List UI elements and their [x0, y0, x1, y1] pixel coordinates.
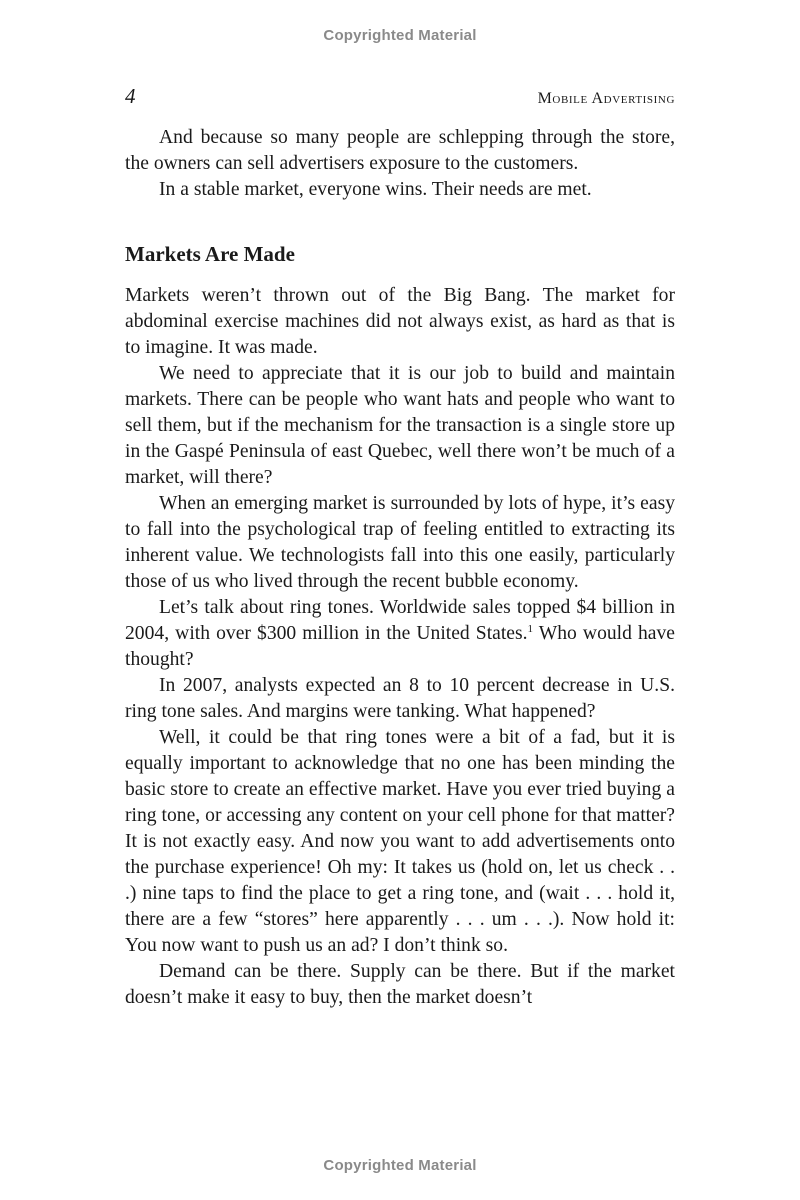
paragraph: Well, it could be that ring tones were a bit of a fad, but it is equally important to acknowledge that no one has been minding the basic store to create an effective market. Have you ever tried buying a ring tone, or accessing any content on your cell phone for that matter? It is not exactly easy. And now you want to add advertisements onto the purchase experience! Oh my: It takes us (hold on, let us check . . .) nine taps to find the place to get a ring tone, and (wait . . . hold it, there are a few “stores” here apparently . . . um . . .). Now hold it: You now want to push us an ad? I don’t think so. [125, 727, 675, 956]
paragraph: Markets weren’t thrown out of the Big Bang. The market for abdominal exercise machines did not always exist, as hard as that is to imagine. It was made. [125, 285, 675, 358]
page-number: 4 [125, 84, 136, 108]
paragraph: In 2007, analysts expected an 8 to 10 percent decrease in U.S. ring tone sales. And margins were tanking. What happened? [125, 675, 675, 722]
paragraph: And because so many people are schlepping through the store, the owners can sell advertisers exposure to the customers. [125, 127, 675, 174]
paragraph-text: Let’s talk about ring tones. Worldwide sales topped $4 billion in 2004, with over $300 million in the United States. [125, 597, 675, 644]
paragraph: In a stable market, everyone wins. Their needs are met. [159, 179, 592, 200]
footnote-marker: 1 [527, 623, 533, 635]
running-head: Mobile Advertising [537, 90, 675, 107]
paragraph: When an emerging market is surrounded by lots of hype, it’s easy to fall into the psychological trap of feeling entitled to extracting its inherent value. We technologists fall into this one easily, particularly those of us who lived through the recent bubble economy. [125, 493, 675, 592]
paragraph-text: Who would have thought? [125, 623, 675, 670]
paragraph: We need to appreciate that it is our job to build and maintain markets. There can be people who want hats and people who want to sell them, but if the mechanism for the transaction is a single store up in the Gaspé Peninsula of east Quebec, well there won’t be much of a market, will there? [125, 363, 675, 488]
paragraph: Demand can be there. Supply can be there. But if the market doesn’t make it easy to buy, then the market doesn’t [125, 961, 675, 1008]
copyright-watermark-bottom: Copyrighted Material [323, 1157, 477, 1174]
section-heading: Markets Are Made [125, 242, 295, 266]
paragraph [125, 595, 675, 673]
page-body [125, 125, 675, 1011]
copyright-watermark-top: Copyrighted Material [323, 27, 477, 44]
page-header [125, 84, 675, 109]
